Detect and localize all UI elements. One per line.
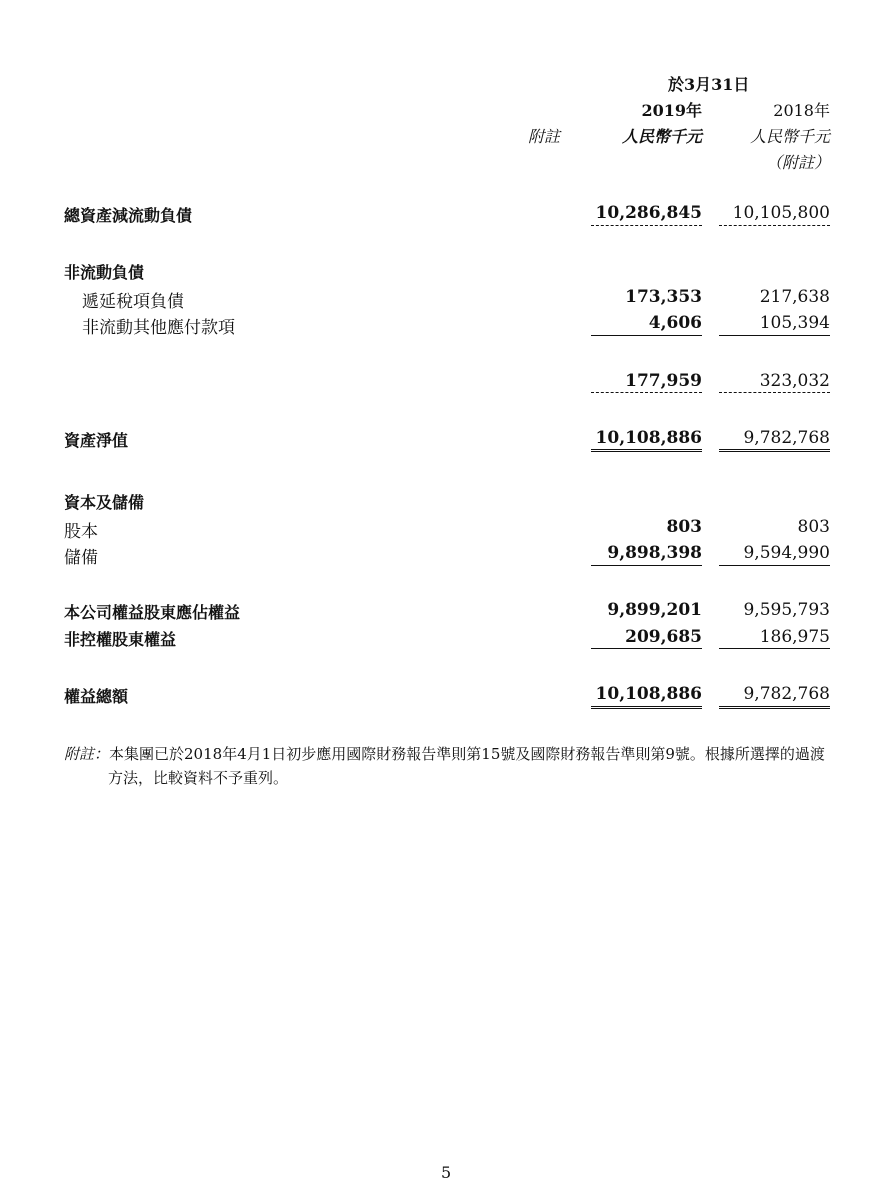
row-label-net-assets: 資產淨值 bbox=[64, 431, 129, 450]
value-2018-other-payables: 105,394 bbox=[759, 313, 830, 333]
row-label-reserves: 儲備 bbox=[64, 548, 98, 568]
row-label-share-capital: 股本 bbox=[64, 522, 98, 542]
section-heading-capital-reserves: 資本及儲備 bbox=[64, 493, 145, 512]
year-2019-header: 2019年 bbox=[641, 101, 702, 120]
section-heading-non-current-liabilities: 非流動負債 bbox=[64, 263, 145, 282]
double-rule bbox=[591, 449, 702, 455]
note-reference: （附註） bbox=[765, 153, 830, 172]
value-2018-net-assets: 9,782,768 bbox=[743, 428, 830, 448]
dashed-rule bbox=[591, 225, 702, 226]
page-number: 5 bbox=[441, 1163, 452, 1182]
value-2018-nci: 186,975 bbox=[759, 627, 830, 647]
value-2019-total-assets-less-cl: 10,286,845 bbox=[595, 203, 702, 223]
value-2019-equity-owners: 9,899,201 bbox=[607, 600, 702, 620]
dashed-rule bbox=[719, 225, 830, 226]
unit-2018-header: 人民幣千元 bbox=[749, 127, 830, 146]
year-2018-header: 2018年 bbox=[773, 101, 830, 120]
date-header: 於3月31日 bbox=[668, 75, 750, 94]
row-label-total-assets-less-cl: 總資產減流動負債 bbox=[64, 206, 193, 225]
footnote-line1: 本集團已於2018年4月1日初步應用國際財務報告準則第15號及國際財務報告準則第9號。根據所選擇的過渡 bbox=[109, 745, 825, 763]
row-label-other-payables: 非流動其他應付款項 bbox=[82, 318, 235, 338]
dashed-rule bbox=[591, 392, 702, 393]
value-2019-ncl-total: 177,959 bbox=[625, 371, 702, 391]
value-2018-total-assets-less-cl: 10,105,800 bbox=[732, 203, 830, 223]
value-2019-deferred-tax: 173,353 bbox=[625, 287, 702, 307]
solid-rule bbox=[591, 335, 702, 336]
row-label-total-equity: 權益總額 bbox=[64, 687, 129, 706]
footnote bbox=[64, 742, 825, 766]
value-2019-total-equity: 10,108,886 bbox=[595, 684, 702, 704]
double-rule bbox=[719, 706, 830, 712]
footnote-continuation: 方法，比較資料不予重列。 bbox=[108, 769, 289, 787]
row-label-deferred-tax: 遞延稅項負債 bbox=[82, 292, 184, 312]
value-2018-ncl-total: 323,032 bbox=[759, 371, 830, 391]
notes-column-header: 附註 bbox=[528, 127, 561, 146]
value-2018-reserves: 9,594,990 bbox=[743, 543, 830, 563]
row-label-equity-owners: 本公司權益股東應佔權益 bbox=[64, 603, 241, 622]
solid-rule bbox=[719, 565, 830, 566]
dashed-rule bbox=[719, 392, 830, 393]
double-rule bbox=[591, 706, 702, 712]
solid-rule bbox=[591, 565, 702, 566]
value-2018-deferred-tax: 217,638 bbox=[759, 287, 830, 307]
solid-rule bbox=[719, 335, 830, 336]
value-2019-reserves: 9,898,398 bbox=[607, 543, 702, 563]
footnote-prefix: 附註： bbox=[64, 745, 110, 763]
value-2019-net-assets: 10,108,886 bbox=[595, 428, 702, 448]
double-rule bbox=[719, 449, 830, 455]
value-2018-share-capital: 803 bbox=[797, 517, 830, 537]
unit-2019-header: 人民幣千元 bbox=[621, 127, 702, 146]
value-2019-other-payables: 4,606 bbox=[648, 313, 702, 333]
solid-rule bbox=[591, 648, 702, 649]
row-label-nci: 非控權股東權益 bbox=[64, 630, 177, 649]
value-2018-total-equity: 9,782,768 bbox=[743, 684, 830, 704]
value-2019-share-capital: 803 bbox=[666, 517, 702, 537]
value-2019-nci: 209,685 bbox=[625, 627, 702, 647]
value-2018-equity-owners: 9,595,793 bbox=[743, 600, 830, 620]
solid-rule bbox=[719, 648, 830, 649]
